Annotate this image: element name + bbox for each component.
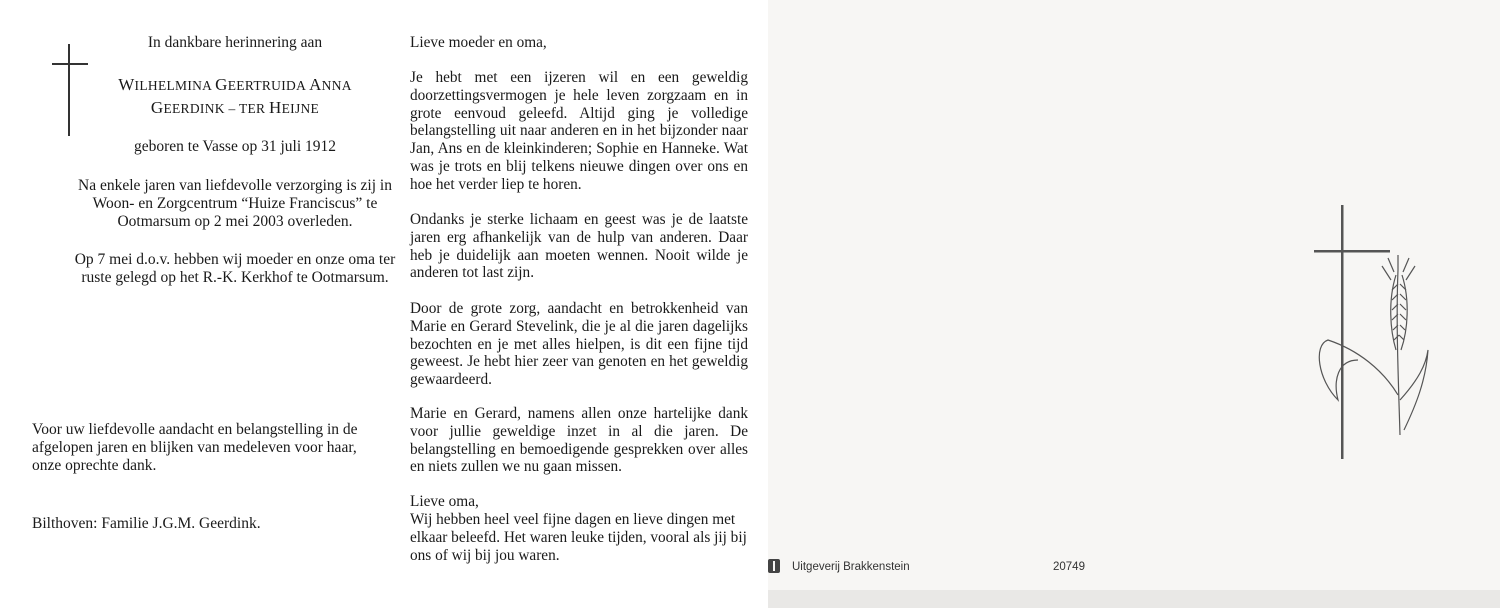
letter-paragraph-3: Door de grote zorg, aandacht en betrokkenheid van Marie en Gerard Stevelink, die je al die jaren dagelijks bezochten en je met alles hielpen, is dit een fijne tijd geweest. Je hebt hier zeer van genoten en het geweldig gewaardeerd. (410, 300, 748, 389)
thanks-line-2: afgelopen jaren en blijken van medeleven voor haar, (32, 439, 357, 456)
letter-paragraph-2: Ondanks je sterke lichaam en geest was je de laatste jaren erg afhankelijk van de hulp van anderen. Daar heb je duidelijk aan moeten wennen. Nooit wilde je anderen tot last zijn. (410, 211, 748, 282)
thanks-line-3: onze oprechte dank. (32, 457, 157, 474)
publisher-name: Uitgeverij Brakkenstein (792, 561, 910, 573)
burial-line-2: ruste gelegd op het R.-K. Kerkhof te Ootmarsum. (81, 269, 389, 286)
publisher-line (768, 556, 1168, 578)
publisher-logo-icon (768, 559, 780, 573)
birth-line: geboren te Vasse op 31 juli 1912 (133, 138, 337, 155)
passing-line-1: Na enkele jaren van liefdevolle verzorging is zij in (78, 177, 392, 194)
signature: Bilthoven: Familie J.G.M. Geerdink. (32, 515, 261, 532)
deceased-name-line-2: GEERDINK – TER HEIJNE (150, 98, 320, 117)
letter-closing-salutation: Lieve oma, (410, 493, 479, 510)
bottom-strip (768, 590, 1500, 608)
cross-wheat-icon (1308, 200, 1448, 464)
passing-line-2: Woon- en Zorgcentrum “Huize Franciscus” te (92, 195, 378, 212)
letter-closing: Wij hebben heel veel fijne dagen en lieve dingen met elkaar beleefd. Het waren leuke tijden, vooral als jij bij ons of wij bij jou waren. (410, 511, 747, 564)
letter-paragraph-4: Marie en Gerard, namens allen onze hartelijke dank voor jullie geweldige inzet in al die jaren. De belangstelling en bemoedigende gesprekken over alles en niets zullen we nu gaan missen. (410, 405, 748, 476)
letter-salutation: Lieve moeder en oma, (410, 34, 547, 51)
burial-line-1: Op 7 mei d.o.v. hebben wij moeder en onze oma ter (74, 251, 396, 268)
thanks-line-1: Voor uw liefdevolle aandacht en belangstelling in de (32, 421, 358, 438)
publisher-code: 20749 (1053, 561, 1085, 573)
passing-line-3: Ootmarsum op 2 mei 2003 overleden. (117, 213, 353, 230)
letter-paragraph-1: Je hebt met een ijzeren wil en een geweldig doorzettingsvermogen je hele leven zorgzaam en in grote eenvoud geleefd. Altijd ging je volledige belangstelling uit naar anderen en in het bijzonder naar Jan, Ans en de kleinkinderen; Sophie en Hanneke. Wat was je trots en blij telkens nieuwe dingen over ons en hoe het verder liep te horen. (410, 69, 748, 193)
intro-line: In dankbare herinnering aan (147, 34, 323, 51)
deceased-name-line-1: WILHELMINA GEERTRUIDA ANNA (118, 75, 352, 94)
